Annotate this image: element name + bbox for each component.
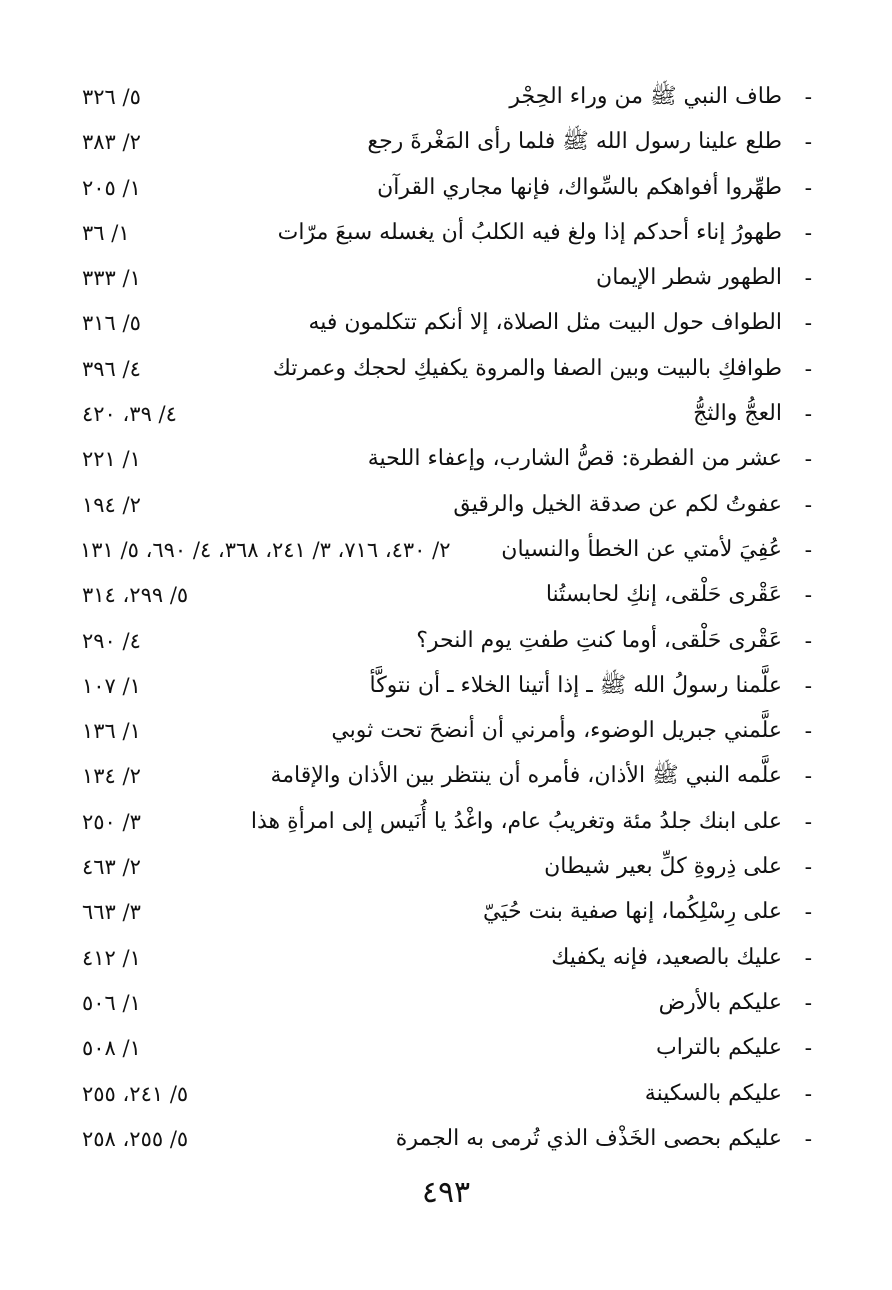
entry-dash: - — [804, 492, 812, 518]
index-entry — [80, 1029, 812, 1074]
entry-volume-page-reference: ٣/ ٦٦٣ — [82, 900, 141, 925]
entry-hadith-text: علَّمه النبي ﷺ الأذان، فأمره أن ينتظر بين الأذان والإقامة — [270, 763, 782, 789]
index-entry — [80, 1075, 812, 1120]
hadith-index-list — [80, 78, 812, 1165]
entry-volume-page-reference: ٥/ ٢٤١، ٢٥٥ — [82, 1081, 189, 1106]
index-entry — [80, 350, 812, 395]
index-entry — [80, 803, 812, 848]
index-entry — [80, 939, 812, 984]
entry-dash: - — [804, 130, 812, 156]
index-entry — [80, 576, 812, 621]
index-entry — [80, 78, 812, 123]
index-entry — [80, 486, 812, 531]
index-entry — [80, 984, 812, 1029]
entry-volume-page-reference: ١/ ٣٦ — [82, 220, 130, 245]
entry-hadith-text: عَقْرى حَلْقى، إنكِ لحابستُنا — [545, 582, 782, 608]
entry-volume-page-reference: ١/ ١٣٦ — [82, 719, 141, 744]
index-entry — [80, 712, 812, 757]
index-entry — [80, 440, 812, 485]
entry-volume-page-reference: ٢/ ٣٨٣ — [82, 130, 141, 155]
entry-hadith-text: على ابنك جلدُ مئة وتغريبُ عام، واغْدُ يا أُنَيس إلى امرأةِ هذا — [250, 808, 782, 834]
entry-dash: - — [804, 356, 812, 382]
entry-hadith-text: عشر من الفطرة: قصُّ الشارب، وإعفاء اللحية — [367, 446, 782, 472]
index-entry — [80, 1120, 812, 1165]
index-entry — [80, 667, 812, 712]
entry-dash: - — [804, 1081, 812, 1107]
index-entry — [80, 531, 812, 576]
entry-dash: - — [804, 945, 812, 971]
entry-hadith-text: عليكم بالسكينة — [644, 1080, 782, 1106]
index-entry — [80, 757, 812, 802]
entry-volume-page-reference: ٤/ ٣٩٦ — [82, 356, 141, 381]
entry-hadith-text: على رِسْلِكُما، إنها صفية بنت حُيَيّ — [483, 899, 782, 925]
entry-dash: - — [804, 175, 812, 201]
entry-volume-page-reference: ٢/ ٤٦٣ — [82, 855, 141, 880]
entry-hadith-text: طهورُ إناء أحدكم إذا ولغ فيه الكلبُ أن يغسله سبعَ مرّات — [277, 219, 782, 245]
entry-dash: - — [804, 628, 812, 654]
entry-volume-page-reference: ٣/ ٢٥٠ — [82, 809, 141, 834]
entry-dash: - — [804, 809, 812, 835]
entry-hadith-text: عليكم بحصى الخَذْف الذي تُرمى به الجمرة — [395, 1125, 782, 1151]
entry-hadith-text: طاف النبي ﷺ من وراء الحِجْر — [509, 84, 782, 109]
entry-hadith-text: الطواف حول البيت مثل الصلاة، إلا أنكم تتكلمون فيه — [308, 310, 782, 336]
index-entry — [80, 848, 812, 893]
entry-hadith-text: على ذِروةِ كلِّ بعير شيطان — [544, 854, 782, 880]
entry-hadith-text: عُفِيَ لأمتي عن الخطأ والنسيان — [501, 536, 782, 562]
entry-dash: - — [804, 447, 812, 473]
entry-dash: - — [804, 1126, 812, 1152]
entry-hadith-text: طوافكِ بالبيت وبين الصفا والمروة يكفيكِ لحجك وعمرتك — [272, 355, 782, 381]
index-entry — [80, 622, 812, 667]
entry-hadith-text: عليكم بالأرض — [658, 989, 782, 1015]
index-entry — [80, 259, 812, 304]
entry-volume-page-reference: ٥/ ٣٢٦ — [82, 85, 141, 109]
entry-dash: - — [804, 402, 812, 428]
entry-dash: - — [804, 537, 812, 563]
entry-volume-page-reference: ٥/ ٢٥٥، ٢٥٨ — [82, 1126, 189, 1151]
entry-volume-page-reference: ٢/ ٤٣٠، ٧١٦، ٣/ ٢٤١، ٣٦٨، ٤/ ٦٩٠، ٥/ ١٣١ — [80, 537, 451, 562]
entry-hadith-text: العجُّ والثجُّ — [693, 401, 782, 427]
entry-hadith-text: طلع علينا رسول الله ﷺ فلما رأى المَغْرةَ رجع — [367, 129, 782, 155]
index-entry — [80, 395, 812, 440]
entry-dash: - — [804, 719, 812, 745]
entry-dash: - — [804, 1036, 812, 1062]
entry-volume-page-reference: ١/ ٥٠٦ — [82, 990, 141, 1015]
entry-hadith-text: علَّمنا رسولُ الله ﷺ ـ إذا أتينا الخلاء ـ أن نتوكَّأ — [369, 672, 782, 698]
entry-volume-page-reference: ٢/ ١٩٤ — [82, 492, 141, 517]
entry-volume-page-reference: ١/ ٢٢١ — [82, 447, 141, 472]
entry-dash: - — [804, 583, 812, 609]
entry-dash: - — [804, 764, 812, 790]
entry-hadith-text: طهِّروا أفواهكم بالسِّواك، فإنها مجاري القرآن — [377, 174, 782, 200]
entry-dash: - — [804, 85, 812, 110]
index-entry — [80, 123, 812, 168]
entry-dash: - — [804, 220, 812, 246]
entry-dash: - — [804, 900, 812, 926]
entry-dash: - — [804, 990, 812, 1016]
page-number: ٤٩٣ — [421, 1175, 471, 1210]
entry-hadith-text: عليكم بالتراب — [656, 1035, 782, 1061]
entry-hadith-text: عَقْرى حَلْقى، أوما كنتِ طفتِ يوم النحر؟ — [416, 627, 782, 653]
entry-volume-page-reference: ٢/ ١٣٤ — [82, 764, 141, 789]
entry-volume-page-reference: ١/ ٣٣٣ — [82, 266, 141, 291]
entry-dash: - — [804, 266, 812, 292]
entry-volume-page-reference: ١/ ٢٠٥ — [82, 175, 141, 200]
entry-dash: - — [804, 311, 812, 337]
index-entry — [80, 893, 812, 938]
entry-volume-page-reference: ١/ ١٠٧ — [82, 673, 141, 698]
entry-volume-page-reference: ١/ ٥٠٨ — [82, 1036, 141, 1061]
entry-hadith-text: علَّمني جبريل الوضوء، وأمرني أن أنضحَ تحت ثوبي — [331, 718, 782, 744]
entry-dash: - — [804, 673, 812, 699]
entry-hadith-text: عفوتُ لكم عن صدقة الخيل والرقيق — [453, 491, 782, 517]
entry-volume-page-reference: ٤/ ٣٩، ٤٢٠ — [82, 402, 177, 427]
entry-volume-page-reference: ١/ ٤١٢ — [82, 945, 141, 970]
index-entry — [80, 169, 812, 214]
entry-hadith-text: عليك بالصعيد، فإنه يكفيك — [551, 944, 782, 970]
index-entry — [80, 304, 812, 349]
entry-volume-page-reference: ٥/ ٣١٦ — [82, 311, 141, 336]
entry-volume-page-reference: ٤/ ٢٩٠ — [82, 628, 141, 653]
entry-dash: - — [804, 855, 812, 881]
entry-volume-page-reference: ٥/ ٢٩٩، ٣١٤ — [82, 583, 189, 608]
entry-hadith-text: الطهور شطر الإيمان — [596, 265, 782, 291]
index-entry — [80, 214, 812, 259]
